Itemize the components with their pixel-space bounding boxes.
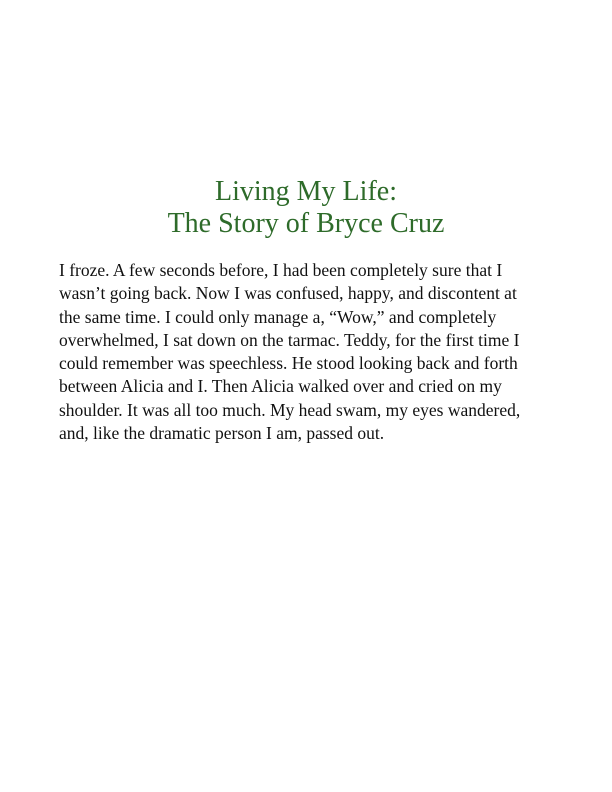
page-title <box>0 176 612 240</box>
title-line-2: The Story of Bryce Cruz <box>167 208 445 239</box>
body-line-6: between Alicia and I. Then Alicia walked over and cried on my <box>59 376 502 397</box>
body-line-2: wasn’t going back. Now I was confused, happy, and discontent at <box>59 283 517 304</box>
body-line-3: the same time. I could only manage a, “Wow,” and completely <box>59 306 497 327</box>
body-line-8: and, like the dramatic person I am, passed out. <box>59 423 385 444</box>
body-paragraph <box>59 259 539 445</box>
title-line-1: Living My Life: <box>215 176 397 207</box>
body-line-7: shoulder. It was all too much. My head swam, my eyes wandered, <box>59 399 521 420</box>
body-line-1: I froze. A few seconds before, I had been completely sure that I <box>59 260 503 280</box>
body-line-4: overwhelmed, I sat down on the tarmac. Teddy, for the first time I <box>59 329 520 350</box>
body-line-5: could remember was speechless. He stood looking back and forth <box>59 353 518 374</box>
